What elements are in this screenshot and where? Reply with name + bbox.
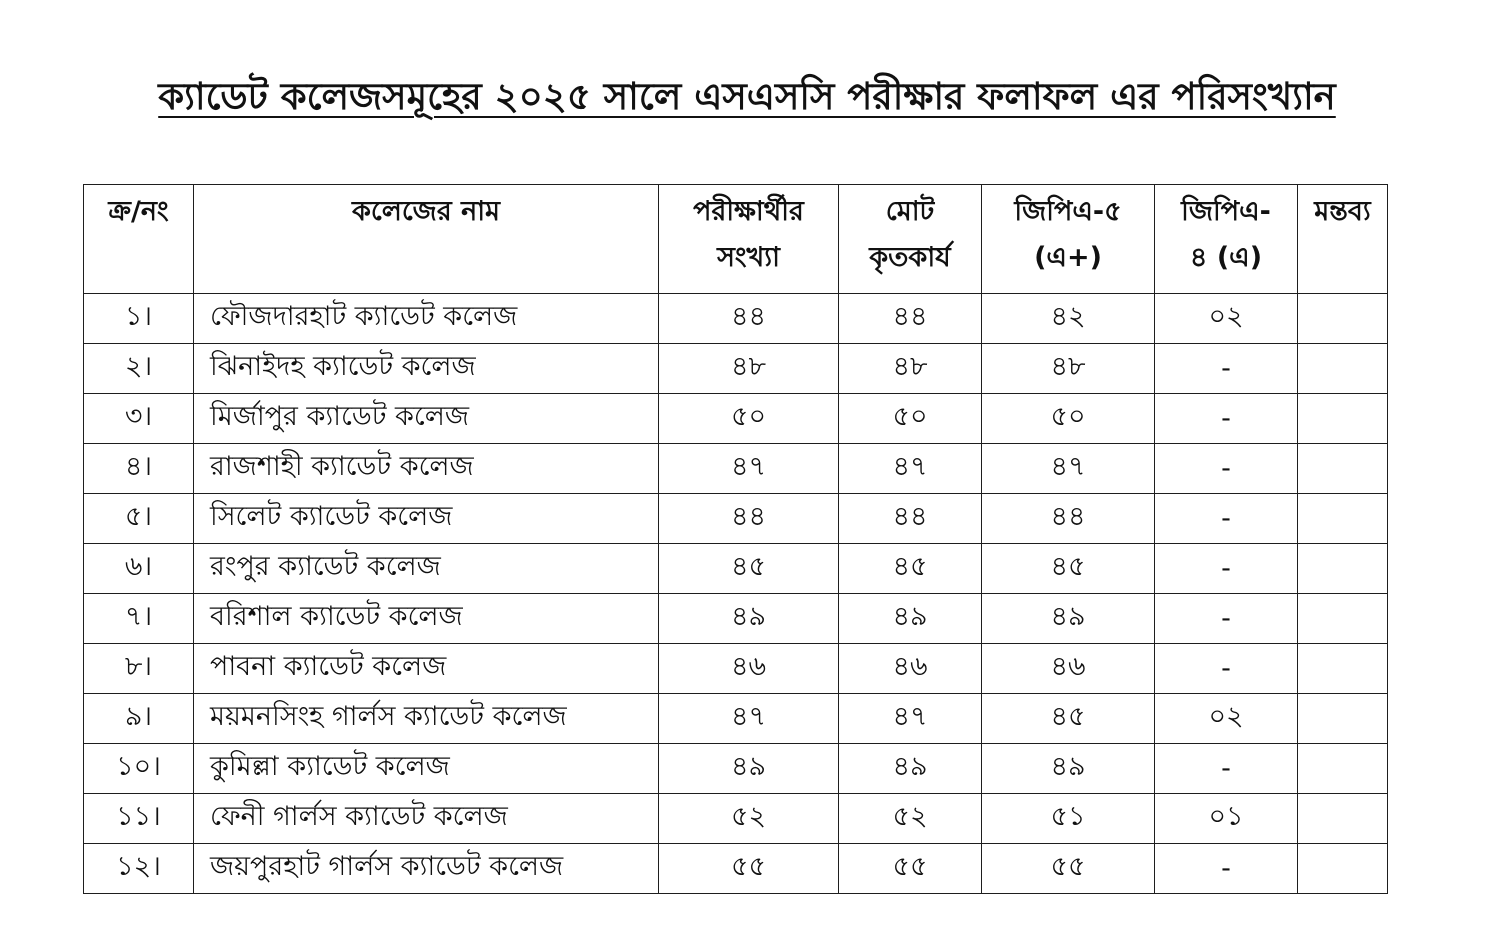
header-serial (84, 185, 194, 294)
gpa4-count-cell: - (1155, 594, 1298, 644)
college-name-cell: সিলেট ক্যাডেট কলেজ (194, 494, 659, 544)
gpa5-count-cell: ৪৬ (982, 644, 1155, 694)
total-passed-cell: ৪৮ (839, 344, 982, 394)
gpa5-count-cell: ৪৮ (982, 344, 1155, 394)
total-passed-cell: ৫০ (839, 394, 982, 444)
college-name-cell: ফেনী গার্লস ক্যাডেট কলেজ (194, 794, 659, 844)
remarks-cell (1298, 644, 1388, 694)
remarks-cell (1298, 594, 1388, 644)
gpa5-count-cell: ৪৫ (982, 694, 1155, 744)
remarks-cell (1298, 844, 1388, 894)
serial-cell: ২। (84, 344, 194, 394)
total-passed-cell: ৪৯ (839, 594, 982, 644)
total-passed-cell: ৫২ (839, 794, 982, 844)
table-row (84, 644, 1388, 694)
results-table-body (84, 294, 1388, 894)
examinees-count-cell: ৫৫ (659, 844, 839, 894)
total-passed-cell: ৪৫ (839, 544, 982, 594)
total-passed-cell: ৪৭ (839, 444, 982, 494)
total-passed-cell: ৪৯ (839, 744, 982, 794)
serial-cell: ১২। (84, 844, 194, 894)
gpa5-count-cell: ৫৫ (982, 844, 1155, 894)
remarks-cell (1298, 294, 1388, 344)
table-header (84, 185, 1388, 294)
gpa5-count-cell: ৫১ (982, 794, 1155, 844)
gpa4-count-cell: - (1155, 494, 1298, 544)
gpa4-count-cell: ০১ (1155, 794, 1298, 844)
table-row (84, 394, 1388, 444)
serial-cell: ৬। (84, 544, 194, 594)
gpa4-count-cell: - (1155, 394, 1298, 444)
gpa4-count-cell: - (1155, 444, 1298, 494)
header-gpa5-line-2: (এ+) (1034, 242, 1102, 273)
serial-cell: ৯। (84, 694, 194, 744)
header-examinees-line-2: সংখ্যা (717, 242, 780, 273)
header-remarks-text: মন্তব্য (1314, 196, 1371, 227)
college-name-cell: রাজশাহী ক্যাডেট কলেজ (194, 444, 659, 494)
gpa5-count-cell: ৪৫ (982, 544, 1155, 594)
examinees-count-cell: ৪৪ (659, 294, 839, 344)
table-row (84, 744, 1388, 794)
remarks-cell (1298, 444, 1388, 494)
gpa5-count-cell: ৪৪ (982, 494, 1155, 544)
serial-cell: ১১। (84, 794, 194, 844)
college-name-cell: পাবনা ক্যাডেট কলেজ (194, 644, 659, 694)
header-examinees (659, 185, 839, 294)
header-total-passed-line-2: কৃতকার্য (869, 242, 951, 273)
examinees-count-cell: ৪৭ (659, 444, 839, 494)
results-table (83, 184, 1388, 894)
total-passed-cell: ৪৪ (839, 494, 982, 544)
total-passed-cell: ৪৬ (839, 644, 982, 694)
remarks-cell (1298, 394, 1388, 444)
gpa4-count-cell: - (1155, 744, 1298, 794)
header-gpa5 (982, 185, 1155, 294)
college-name-cell: রংপুর ক্যাডেট কলেজ (194, 544, 659, 594)
gpa4-count-cell: - (1155, 544, 1298, 594)
examinees-count-cell: ৪৮ (659, 344, 839, 394)
header-gpa5-line-1: জিপিএ-৫ (1014, 196, 1122, 227)
header-row (84, 185, 1388, 294)
header-remarks (1298, 185, 1388, 294)
examinees-count-cell: ৫০ (659, 394, 839, 444)
serial-cell: ৮। (84, 644, 194, 694)
serial-cell: ৪। (84, 444, 194, 494)
examinees-count-cell: ৪৬ (659, 644, 839, 694)
table-row (84, 694, 1388, 744)
examinees-count-cell: ৪৪ (659, 494, 839, 544)
total-passed-cell: ৪৪ (839, 294, 982, 344)
header-total-passed (839, 185, 982, 294)
serial-cell: ৭। (84, 594, 194, 644)
header-serial-text: ক্র/নং (108, 196, 169, 227)
total-passed-cell: ৪৭ (839, 694, 982, 744)
gpa4-count-cell: - (1155, 844, 1298, 894)
examinees-count-cell: ৪৫ (659, 544, 839, 594)
college-name-cell: ময়মনসিংহ গার্লস ক্যাডেট কলেজ (194, 694, 659, 744)
header-total-passed-line-1: মোট (885, 196, 935, 227)
table-row (84, 444, 1388, 494)
remarks-cell (1298, 344, 1388, 394)
gpa4-count-cell: - (1155, 344, 1298, 394)
table-row (84, 294, 1388, 344)
remarks-cell (1298, 794, 1388, 844)
gpa5-count-cell: ৪৯ (982, 594, 1155, 644)
remarks-cell (1298, 494, 1388, 544)
total-passed-cell: ৫৫ (839, 844, 982, 894)
examinees-count-cell: ৪৯ (659, 594, 839, 644)
table-row (84, 844, 1388, 894)
gpa4-count-cell: ০২ (1155, 694, 1298, 744)
college-name-cell: মির্জাপুর ক্যাডেট কলেজ (194, 394, 659, 444)
gpa5-count-cell: ৫০ (982, 394, 1155, 444)
serial-cell: ৫। (84, 494, 194, 544)
college-name-cell: ফৌজদারহাট ক্যাডেট কলেজ (194, 294, 659, 344)
header-gpa4-line-2: ৪ (এ) (1189, 242, 1263, 273)
gpa5-count-cell: ৪৯ (982, 744, 1155, 794)
college-name-cell: বরিশাল ক্যাডেট কলেজ (194, 594, 659, 644)
header-college-name-text: কলেজের নাম (351, 196, 501, 227)
gpa4-count-cell: - (1155, 644, 1298, 694)
examinees-count-cell: ৪৭ (659, 694, 839, 744)
document-title (70, 74, 1424, 120)
college-name-cell: কুমিল্লা ক্যাডেট কলেজ (194, 744, 659, 794)
gpa5-count-cell: ৪২ (982, 294, 1155, 344)
gpa5-count-cell: ৪৭ (982, 444, 1155, 494)
header-gpa4 (1155, 185, 1298, 294)
table-row (84, 344, 1388, 394)
gpa4-count-cell: ০২ (1155, 294, 1298, 344)
header-college-name (194, 185, 659, 294)
college-name-cell: জয়পুরহাট গার্লস ক্যাডেট কলেজ (194, 844, 659, 894)
remarks-cell (1298, 744, 1388, 794)
college-name-cell: ঝিনাইদহ ক্যাডেট কলেজ (194, 344, 659, 394)
serial-cell: ১০। (84, 744, 194, 794)
remarks-cell (1298, 544, 1388, 594)
examinees-count-cell: ৫২ (659, 794, 839, 844)
serial-cell: ৩। (84, 394, 194, 444)
table-row (84, 544, 1388, 594)
serial-cell: ১। (84, 294, 194, 344)
table-row (84, 594, 1388, 644)
examinees-count-cell: ৪৯ (659, 744, 839, 794)
header-examinees-line-1: পরীক্ষার্থীর (693, 196, 804, 227)
remarks-cell (1298, 694, 1388, 744)
table-row (84, 794, 1388, 844)
document-title-text: ক্যাডেট কলেজসমূহের ২০২৫ সালে এসএসসি পরীক্ষার ফলাফল এর পরিসংখ্যান (158, 75, 1336, 118)
header-gpa4-line-1: জিপিএ- (1181, 196, 1271, 227)
table-row (84, 494, 1388, 544)
